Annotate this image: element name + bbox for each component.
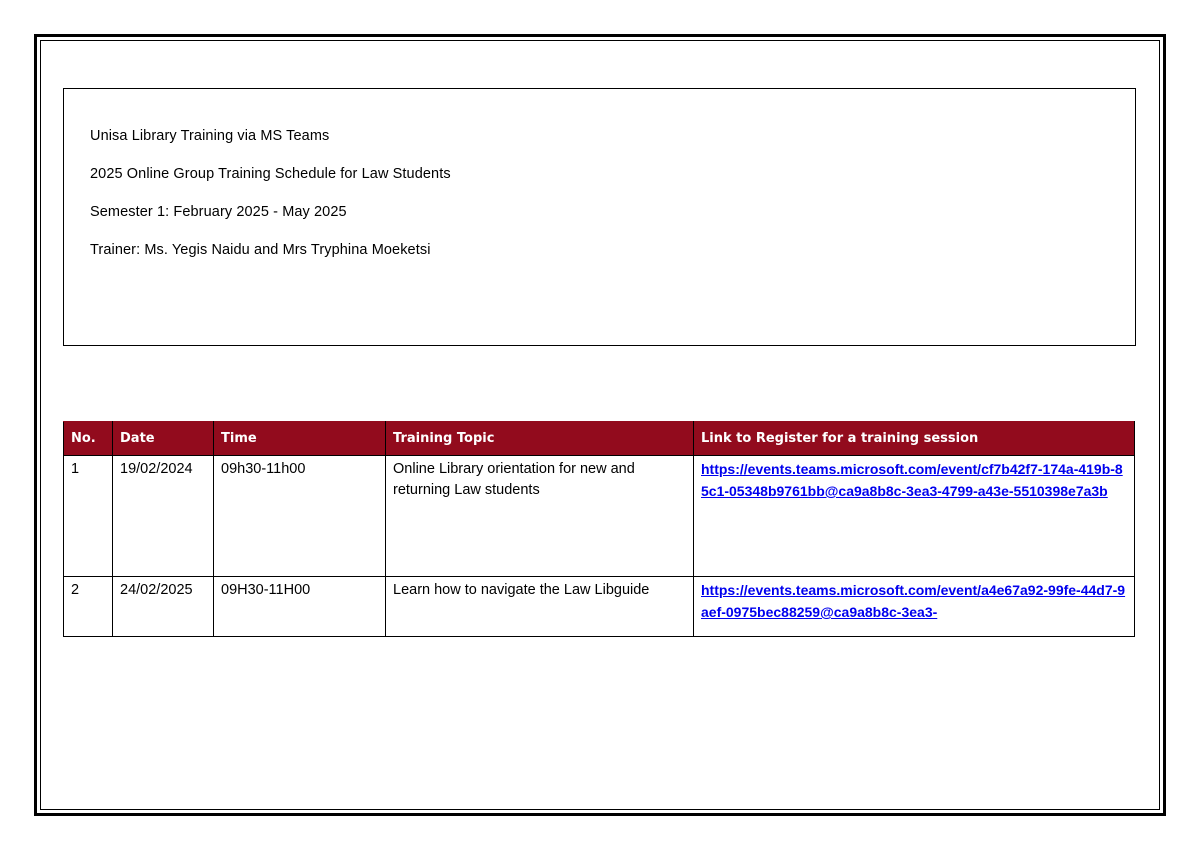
table-row: [64, 456, 1135, 577]
cell-link: [694, 456, 1135, 577]
column-header-no: No.: [64, 422, 113, 456]
cell-topic: Learn how to navigate the Law Libguide: [386, 577, 694, 637]
table-row: [64, 577, 1135, 637]
cell-time: 09h30-11h00: [214, 456, 386, 577]
cell-topic: Online Library orientation for new and returning Law students: [386, 456, 694, 577]
header-subtitle: 2025 Online Group Training Schedule for Law Students: [90, 166, 451, 182]
training-schedule-table: [63, 421, 1135, 637]
cell-date: 24/02/2025: [113, 577, 214, 637]
cell-no: 1: [64, 456, 113, 577]
cell-no: 2: [64, 577, 113, 637]
table-header-row: [64, 422, 1135, 456]
register-link[interactable]: https://events.teams.microsoft.com/event/a4e67a92-99fe-44d7-9aef-0975bec88259@ca9a8b8c-3ea3-: [701, 582, 1126, 620]
header-semester: Semester 1: February 2025 - May 2025: [90, 204, 347, 220]
column-header-time: Time: [214, 422, 386, 456]
column-header-topic: Training Topic: [386, 422, 694, 456]
cell-date: 19/02/2024: [113, 456, 214, 577]
column-header-date: Date: [113, 422, 214, 456]
header-trainer: Trainer: Ms. Yegis Naidu and Mrs Tryphina Moeketsi: [90, 242, 431, 258]
cell-time: 09H30-11H00: [214, 577, 386, 637]
header-title: Unisa Library Training via MS Teams: [90, 128, 330, 144]
cell-link: [694, 577, 1135, 637]
register-link[interactable]: https://events.teams.microsoft.com/event/cf7b42f7-174a-419b-85c1-05348b9761bb@ca9a8b8c-3ea3-4799-a43e-5510398e7a3b: [701, 461, 1123, 499]
header-box: [63, 88, 1136, 346]
column-header-link: Link to Register for a training session: [694, 422, 1135, 456]
